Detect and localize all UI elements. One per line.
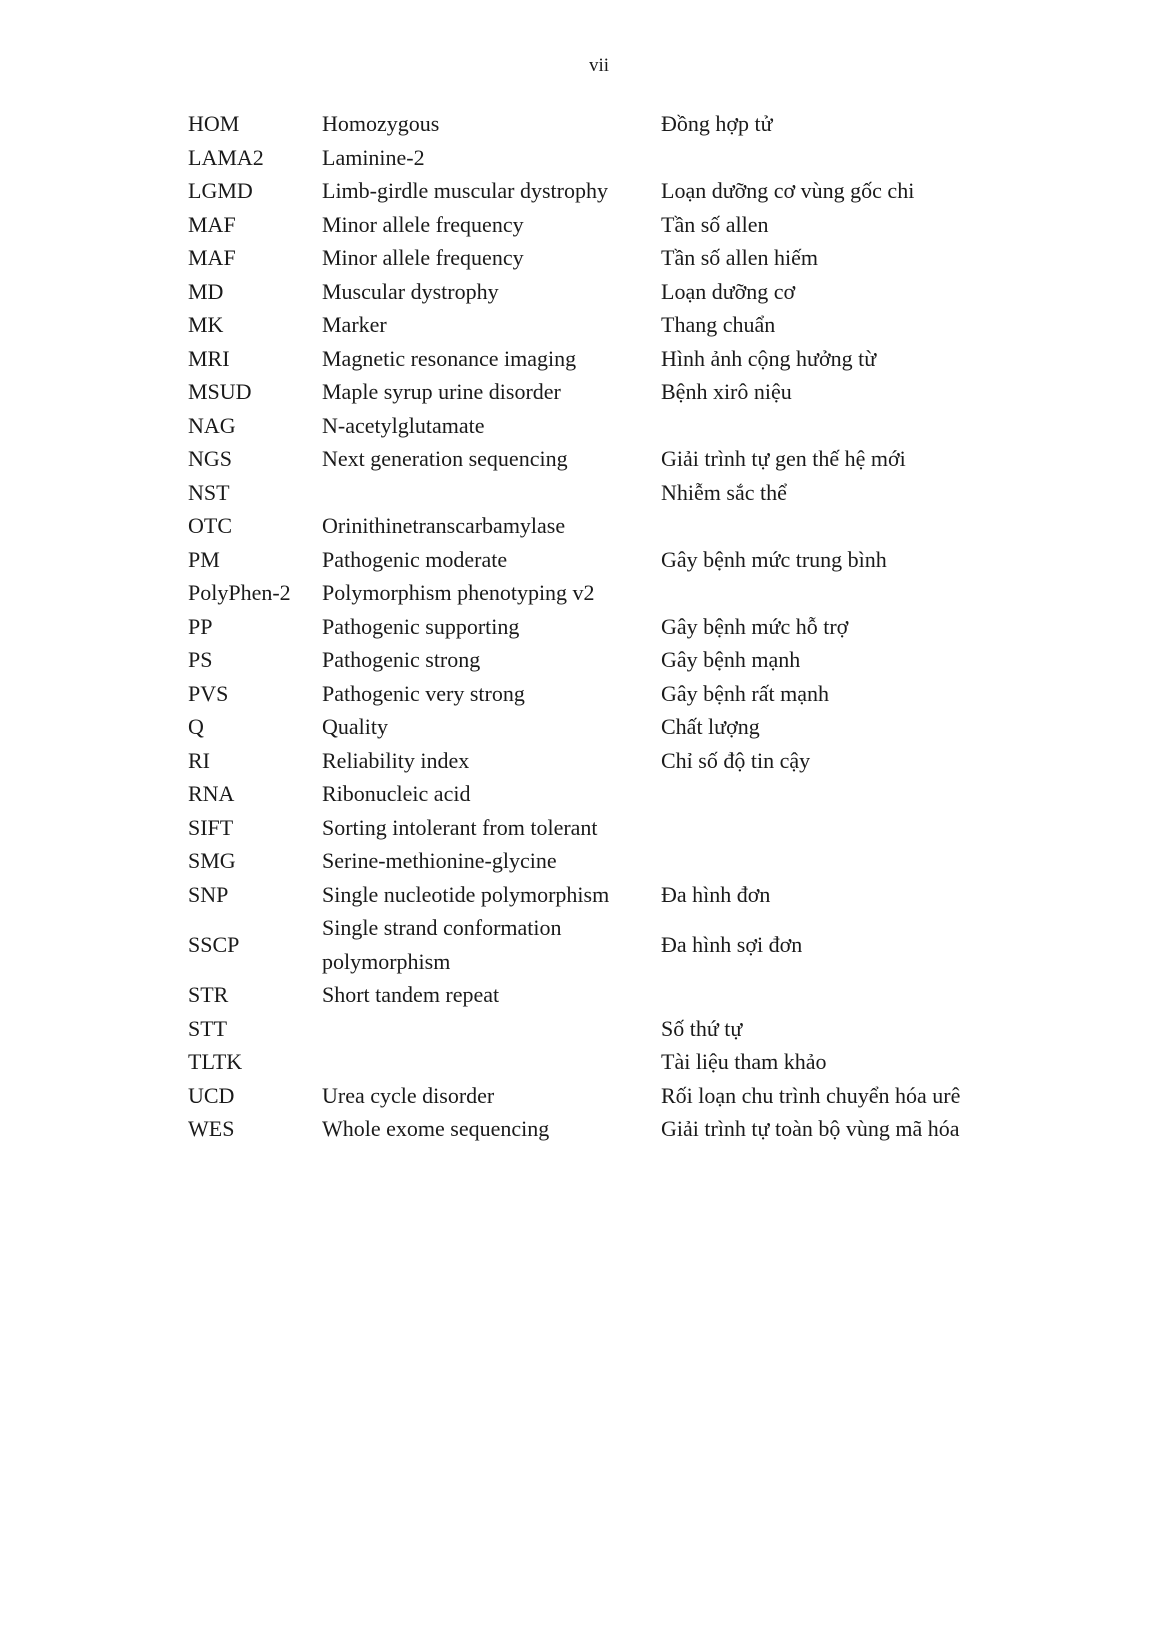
abbr-cell: PS [188, 647, 213, 672]
abbreviation-table [188, 107, 1118, 1146]
term-vietnamese-cell: Chỉ số độ tin cậy [661, 747, 811, 773]
term-english-cell: Pathogenic very strong [322, 680, 525, 706]
term-vietnamese-cell: Tài liệu tham khảo [661, 1049, 827, 1074]
abbr-cell: MK [188, 312, 224, 337]
term-english-cell: Polymorphism phenotyping v2 [322, 580, 595, 605]
term-english-cell: Whole exome sequencing [322, 1116, 550, 1141]
table-row [188, 576, 1118, 610]
abbr-cell: NST [188, 479, 230, 505]
table-row [188, 911, 1118, 978]
term-vietnamese-cell: Gây bệnh mức trung bình [661, 546, 887, 572]
abbr-cell: PVS [188, 680, 229, 706]
term-english-cell: Limb-girdle muscular dystrophy [322, 178, 608, 203]
abbr-cell: MAF [188, 211, 236, 237]
term-english-cell: Short tandem repeat [322, 982, 500, 1007]
table-row [188, 610, 1118, 644]
term-vietnamese-cell: Giải trình tự gen thế hệ mới [661, 446, 906, 471]
term-vietnamese-cell: Hình ảnh cộng hưởng từ [661, 345, 877, 371]
abbr-cell: RI [188, 747, 210, 773]
table-row [188, 1112, 1118, 1146]
abbr-cell: NGS [188, 446, 233, 471]
table-row [188, 476, 1118, 510]
table-row [188, 342, 1118, 376]
term-vietnamese-cell: Thang chuẩn [661, 312, 776, 337]
abbr-cell: TLTK [188, 1049, 243, 1074]
abbr-cell: RNA [188, 781, 235, 806]
abbr-cell: Q [188, 714, 204, 739]
term-vietnamese-cell: Loạn dưỡng cơ vùng gốc chi [661, 178, 915, 203]
term-english-cell: Laminine-2 [322, 144, 425, 170]
table-row [188, 744, 1118, 778]
table-row [188, 811, 1118, 845]
table-row [188, 1012, 1118, 1046]
abbr-cell: MD [188, 278, 224, 304]
table-row [188, 878, 1118, 912]
term-english-cell: Quality [322, 714, 388, 739]
abbr-cell: SNP [188, 881, 229, 907]
term-english-cell: Maple syrup urine disorder [322, 379, 561, 404]
term-english-cell: Ribonucleic acid [322, 781, 471, 806]
abbr-cell: UCD [188, 1082, 235, 1108]
term-vietnamese-cell: Đa hình sợi đơn [661, 931, 803, 957]
term-english-cell: Serine-methionine-glycine [322, 848, 557, 873]
abbr-cell: HOM [188, 111, 240, 136]
term-english-cell: Pathogenic strong [322, 647, 481, 672]
term-english-cell: Urea cycle disorder [322, 1082, 495, 1108]
term-vietnamese-cell: Gây bệnh mạnh [661, 647, 801, 672]
table-row [188, 275, 1118, 309]
table-row [188, 375, 1118, 409]
table-row [188, 107, 1118, 141]
term-vietnamese-cell: Gây bệnh mức hỗ trợ [661, 613, 849, 639]
abbr-cell: STR [188, 982, 229, 1007]
abbr-cell: WES [188, 1116, 235, 1141]
term-vietnamese-cell: Tần số allen hiếm [661, 245, 819, 270]
abbr-cell: OTC [188, 513, 232, 538]
table-row [188, 208, 1118, 242]
table-row [188, 241, 1118, 275]
table-row [188, 543, 1118, 577]
table-row [188, 844, 1118, 878]
term-english-cell: Reliability index [322, 747, 470, 773]
term-english-cell: Single strand conformation polymorphism [322, 915, 562, 974]
term-english-cell: Minor allele frequency [322, 211, 524, 237]
term-vietnamese-cell: Gây bệnh rất mạnh [661, 680, 829, 706]
table-row [188, 174, 1118, 208]
term-english-cell: Orinithinetranscarbamylase [322, 513, 566, 538]
table-row [188, 677, 1118, 711]
term-vietnamese-cell: Giải trình tự toàn bộ vùng mã hóa [661, 1116, 960, 1141]
page-number: vii [588, 55, 610, 76]
abbr-cell: SMG [188, 848, 236, 873]
term-english-cell: N-acetylglutamate [322, 412, 485, 438]
abbr-cell: MAF [188, 245, 236, 270]
abbr-cell: PP [188, 613, 213, 639]
term-english-cell: Pathogenic supporting [322, 613, 520, 639]
term-english-cell: Single nucleotide polymorphism [322, 881, 610, 907]
abbr-cell: SSCP [188, 931, 240, 957]
term-vietnamese-cell: Rối loạn chu trình chuyển hóa urê [661, 1082, 961, 1108]
term-vietnamese-cell: Đồng hợp tử [661, 111, 773, 136]
term-vietnamese-cell: Đa hình đơn [661, 881, 771, 907]
abbr-cell: STT [188, 1015, 228, 1041]
term-vietnamese-cell: Số thứ tự [661, 1015, 743, 1041]
abbr-cell: LGMD [188, 178, 253, 203]
term-english-cell: Magnetic resonance imaging [322, 345, 577, 371]
table-row [188, 509, 1118, 543]
term-vietnamese-cell: Nhiễm sắc thể [661, 479, 787, 505]
table-row [188, 442, 1118, 476]
table-row [188, 643, 1118, 677]
term-vietnamese-cell: Tần số allen [661, 211, 769, 237]
table-row [188, 710, 1118, 744]
term-english-cell: Next generation sequencing [322, 446, 568, 471]
term-english-cell: Pathogenic moderate [322, 546, 508, 572]
abbr-cell: PM [188, 546, 220, 572]
term-english-cell: Sorting intolerant from tolerant [322, 814, 598, 840]
abbr-cell: MSUD [188, 379, 252, 404]
term-english-cell: Minor allele frequency [322, 245, 524, 270]
table-row [188, 141, 1118, 175]
term-english-cell: Homozygous [322, 111, 440, 136]
abbr-cell: LAMA2 [188, 144, 264, 170]
table-row [188, 978, 1118, 1012]
table-row [188, 409, 1118, 443]
table-row [188, 1079, 1118, 1113]
abbr-cell: MRI [188, 345, 230, 371]
term-vietnamese-cell: Chất lượng [661, 714, 760, 739]
abbr-cell: SIFT [188, 814, 234, 840]
abbr-cell: NAG [188, 412, 236, 438]
term-english-cell: Marker [322, 312, 387, 337]
table-row [188, 1045, 1118, 1079]
term-english-cell: Muscular dystrophy [322, 278, 499, 304]
table-row [188, 308, 1118, 342]
abbr-cell: PolyPhen-2 [188, 580, 291, 605]
term-vietnamese-cell: Loạn dưỡng cơ [661, 278, 796, 304]
term-vietnamese-cell: Bệnh xirô niệu [661, 379, 792, 404]
table-row [188, 777, 1118, 811]
